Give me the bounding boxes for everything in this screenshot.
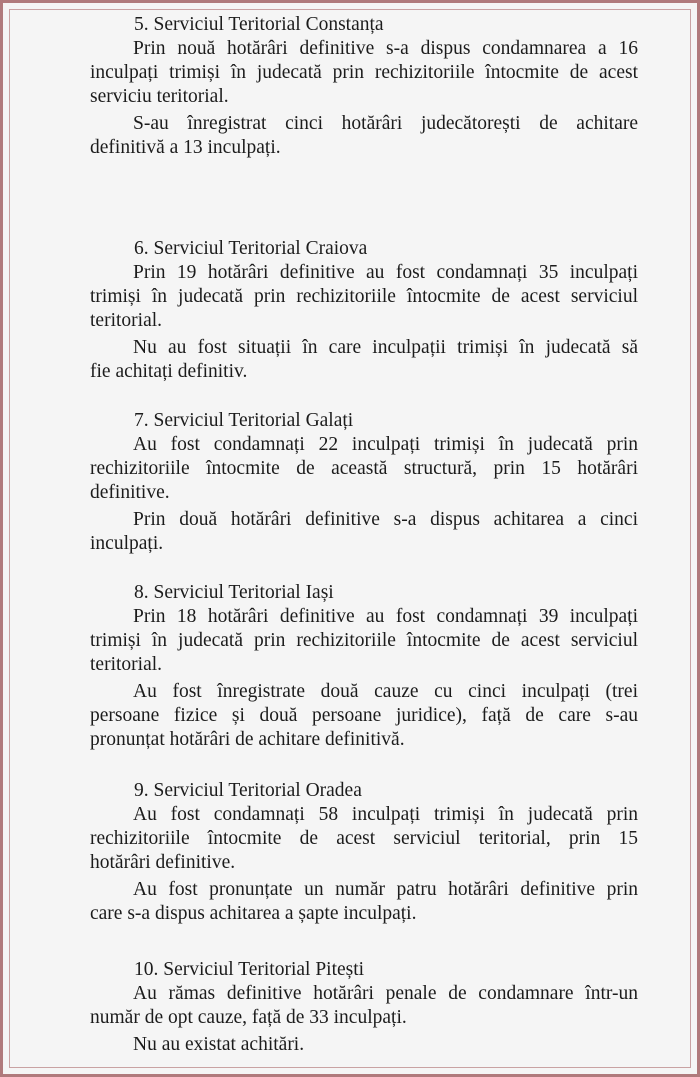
paragraph-line: definitive. [90,482,170,503]
paragraph-line: trimiși în judecată prin rechizitoriile întocmite de acest serviciul [90,286,638,307]
paragraph-line: Au fost condamnați 58 inculpați trimiși în judecată prin [133,804,638,825]
section-heading: 8. Serviciul Teritorial Iași [134,582,334,603]
section-heading: 6. Serviciul Teritorial Craiova [134,238,368,259]
paragraph-line: persoane fizice și două persoane juridice), față de care s-au [90,705,638,726]
paragraph-line: inculpați. [90,533,164,554]
paragraph-line: trimiși în judecată prin rechizitoriile întocmite de acest serviciul [90,630,638,651]
paragraph-line: definitivă a 13 inculpați. [90,137,281,158]
paragraph-line: hotărâri definitive. [90,852,236,873]
paragraph-line: Prin 18 hotărâri definitive au fost condamnați 39 inculpați [133,606,638,627]
paragraph-line: Prin 19 hotărâri definitive au fost condamnați 35 inculpați [133,262,638,283]
paragraph-line: Au fost înregistrate două cauze cu cinci inculpați (trei [133,681,638,702]
paragraph-line: teritorial. [90,654,163,675]
paragraph-line: fie achitați definitiv. [90,361,248,382]
paragraph-line: Au fost condamnați 22 inculpați trimiși în judecată prin [133,434,638,455]
paragraph-line: inculpați trimiși în judecată prin rechizitoriile întocmite de acest [90,62,638,83]
paragraph-line: Prin nouă hotărâri definitive s-a dispus condamnarea a 16 [133,38,638,59]
paragraph-line: număr de opt cauze, față de 33 inculpați. [90,1007,407,1028]
paragraph-line: Nu au existat achitări. [133,1034,305,1055]
paragraph-line: serviciu teritorial. [90,86,229,107]
section-heading: 9. Serviciul Teritorial Oradea [134,780,362,801]
paragraph-line: rechizitoriile întocmite de acest serviciul teritorial, prin 15 [90,828,638,849]
paragraph-line: S-au înregistrat cinci hotărâri judecătorești de achitare [133,113,638,134]
section-heading: 10. Serviciul Teritorial Pitești [134,959,365,980]
paragraph-line: teritorial. [90,310,163,331]
section-heading: 7. Serviciul Teritorial Galați [134,410,354,431]
paragraph-line: care s-a dispus achitarea a șapte inculpați. [90,903,417,924]
section-heading: 5. Serviciul Teritorial Constanța [134,14,384,35]
paragraph-line: Nu au fost situații în care inculpații trimiși în judecată să [133,337,638,358]
paragraph-line: rechizitoriile întocmite de această structură, prin 15 hotărâri [90,458,638,479]
paragraph-line: Au rămas definitive hotărâri penale de condamnare într-un [133,983,638,1004]
paragraph-line: Prin două hotărâri definitive s-a dispus achitarea a cinci [133,509,638,530]
paragraph-line: pronunțat hotărâri de achitare definitivă. [90,729,405,750]
paragraph-line: Au fost pronunțate un număr patru hotărâri definitive prin [133,879,638,900]
